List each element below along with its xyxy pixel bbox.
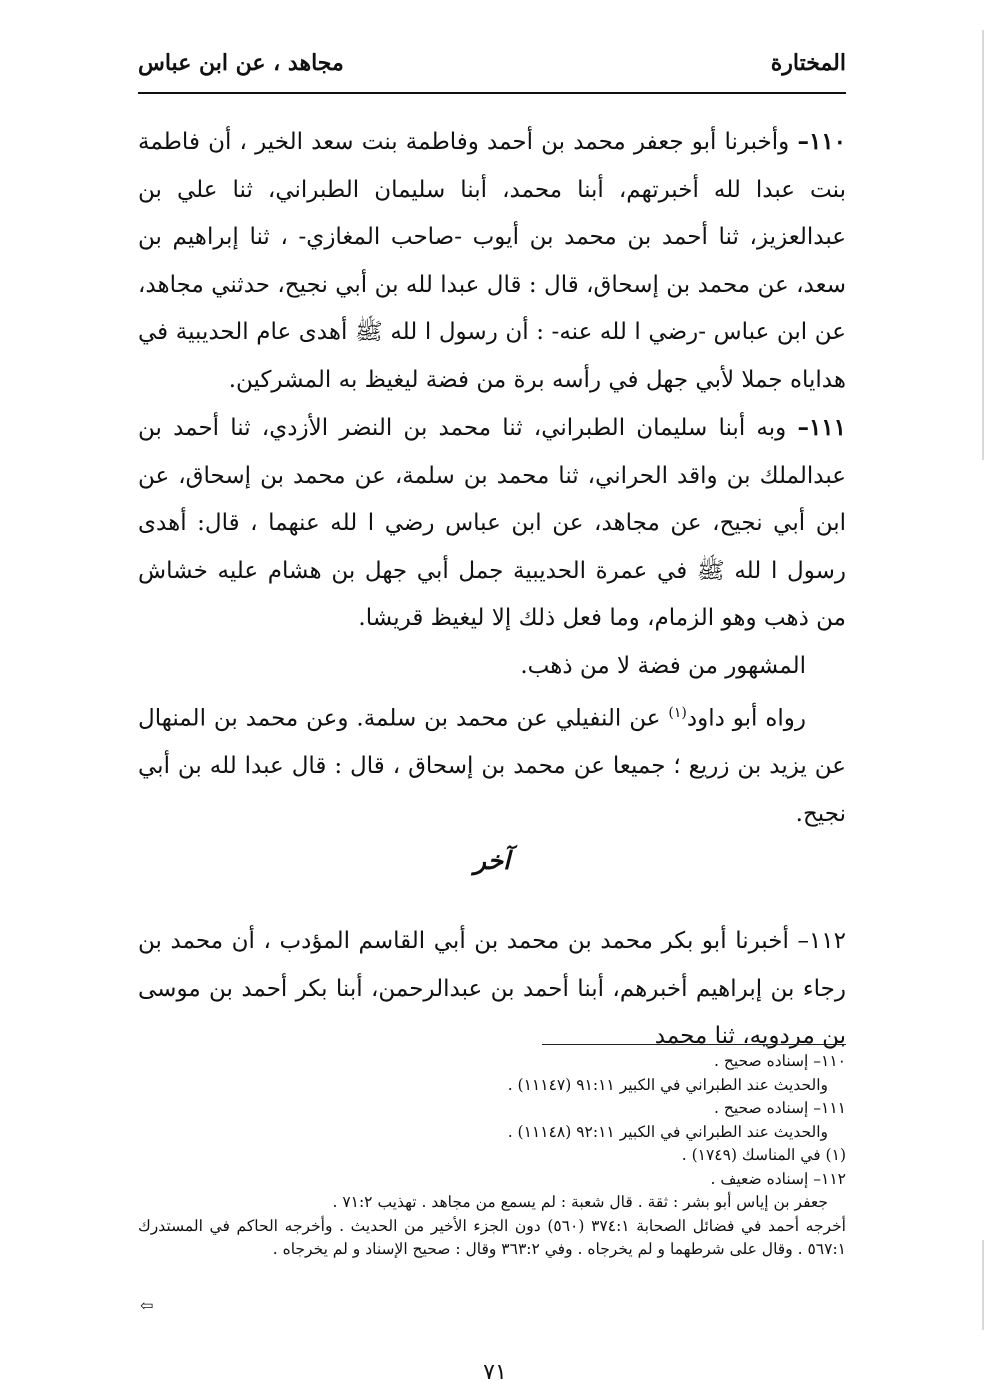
main-text-continued [138, 918, 846, 1061]
commentary-text: عن النفيلي عن محمد بن سلمة. وعن محمد بن المنهال عن يزيد بن زريع ؛ جميعا عن محمد بن إسحاق ، قال : قال عبدا لله بن أبي نجيح. [138, 705, 846, 827]
hadith-text: وأخبرنا أبو جعفر محمد بن أحمد وفاطمة بنت سعد الخير ، أن فاطمة بنت عبدا لله أخبرتهم، أبنا محمد، أبنا سليمان الطبراني، ثنا علي بن عبدالعزيز، ثنا أحمد بن محمد بن أيوب -صاحب المغازي- ، ثنا إبراهيم بن سعد، عن محمد بن إسحاق، قال : قال عبدا لله بن أبي نجيح، حدثني مجاهد، عن ابن عباس -رضي ا لله عنه- : أن رسول ا لله ﷺ أهدى عام الحديبية في هداياه جملا لأبي جهل في رأسه برة من فضة ليغيظ به المشركين. [138, 129, 846, 393]
running-header [138, 44, 846, 94]
hadith-110 [138, 118, 846, 404]
commentary-text: المشهور من فضة لا من ذهب. [520, 652, 806, 679]
footnotes [138, 1050, 846, 1262]
hadith-111 [138, 404, 846, 643]
footnote-line: أخرجه أحمد في فضائل الصحابة ٣٧٤:١ (٥٦٠) دون الجزء الأخير من الحديث . وأخرجه الحاكم في المستدرك ٥٦٧:١ . وقال على شرطهما و لم يخرجاه . وفي ٣٦٣:٢ وقال : صحيح الإسناد و لم يخرجاه . [138, 1216, 846, 1258]
footnote-line: ١١١– إسناده صحيح . [713, 1099, 846, 1117]
footnote-line: والحديث عند الطبراني في الكبير ٩١:١١ (١١١٤٧) . [507, 1075, 828, 1094]
footnote-reference[interactable]: (١) [668, 705, 687, 721]
hadith-112 [138, 918, 846, 1061]
commentary-text: رواه أبو داود [686, 705, 806, 732]
hadith-number: ١١١– [797, 414, 847, 441]
footnote-line: والحديث عند الطبراني في الكبير ٩٢:١١ (١١١٤٨) . [507, 1122, 828, 1141]
footnote-line: ١١٠– إسناده صحيح . [713, 1052, 846, 1070]
footnote-separator [542, 1044, 846, 1045]
margin-mark [982, 1240, 984, 1330]
footnote-line: ١١٢– إسناده ضعيف . [710, 1169, 846, 1188]
footnote-line: (١) في المناسك (١٧٤٩) . [681, 1146, 846, 1164]
page-number: ٧١ [483, 1360, 507, 1385]
hadith-text: وبه أبنا سليمان الطبراني، ثنا محمد بن النضر الأزدي، ثنا أحمد بن عبدالملك بن واقد الحراني، ثنا محمد بن سلمة، عن محمد بن إسحاق، عن ابن أبي نجيح، عن مجاهد، عن ابن عباس رضي ا لله عنهما ، قال: أهدى رسول ا لله ﷺ في عمرة الحديبية جمل أبي جهل بن هشام عليه خشاش من ذهب وهو الزمام، وما فعل ذلك إلا ليغيظ قريشا. [138, 415, 846, 631]
section-title: آخر [473, 846, 511, 875]
hadith-text: أخبرنا أبو بكر محمد بن محمد بن أبي القاسم المؤدب ، أن محمد بن رجاء بن إبراهيم أخبرهم، أبنا أحمد بن عبدالرحمن، أبنا بكر أحمد بن موسى بن مردويه، ثنا محمد [138, 928, 846, 1049]
margin-mark [982, 30, 984, 460]
continue-arrow-icon: ⇦ [140, 1296, 154, 1315]
hadith-number: ١١٠– [797, 128, 846, 155]
commentary-paragraph [138, 690, 846, 838]
hadith-number: ١١٢– [797, 928, 846, 954]
commentary-paragraph [138, 643, 846, 691]
chapter-title: مجاهد ، عن ابن عباس [138, 50, 344, 76]
main-text [138, 118, 846, 838]
footnote-line: جعفر بن إياس أبو بشر : ثقة . قال شعبة : لم يسمع من مجاهد . تهذيب ٧١:٢ . [332, 1193, 828, 1211]
book-title: المختارة [770, 50, 846, 76]
